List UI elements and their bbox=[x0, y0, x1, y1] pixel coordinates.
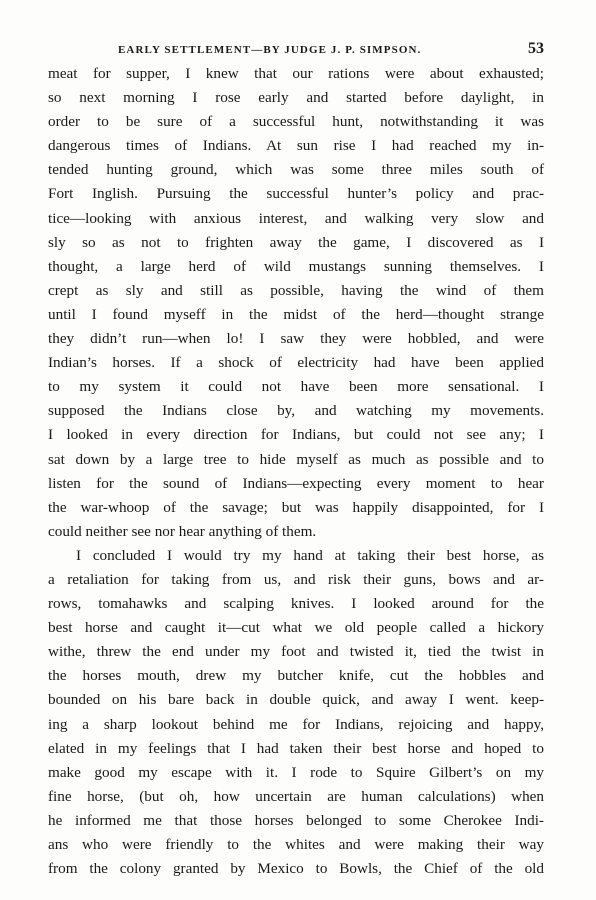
text-line: dangerous times of Indians. At sun rise I had reached my in- bbox=[48, 137, 544, 155]
text-line: the horses mouth, drew my butcher knife, cut the hobbles and bbox=[48, 667, 544, 685]
text-line: rows, tomahawks and scalping knives. I looked around for the bbox=[48, 595, 544, 613]
text-line: withe, threw the end under my foot and twisted it, tied the twist in bbox=[48, 643, 544, 661]
text-line: best horse and caught it—cut what we old people called a hickory bbox=[48, 619, 544, 637]
text-line: order to be sure of a successful hunt, notwithstanding it was bbox=[48, 113, 544, 131]
text-line: so next morning I rose early and started before daylight, in bbox=[48, 89, 544, 107]
text-line: until I found myseff in the midst of the herd—thought strange bbox=[48, 305, 544, 323]
body-text bbox=[48, 62, 544, 881]
text-line: the war-whoop of the savage; but was happily disappointed, for I bbox=[48, 498, 544, 516]
text-line: meat for supper, I knew that our rations were about exhausted; bbox=[48, 65, 544, 82]
text-line: fine horse, (but oh, how uncertain are human calculations) when bbox=[48, 787, 544, 805]
text-line: ing a sharp lookout behind me for Indians, rejoicing and happy, bbox=[48, 715, 544, 733]
text-line: Indian’s horses. If a shock of electricity had have been applied bbox=[48, 354, 544, 372]
text-line: sly so as not to frighten away the game, I discovered as I bbox=[48, 233, 544, 251]
text-line: make good my escape with it. I rode to Squire Gilbert’s on my bbox=[48, 763, 544, 781]
text-line: he informed me that those horses belonged to some Cherokee Indi- bbox=[48, 811, 544, 829]
text-line: tice—looking with anxious interest, and walking very slow and bbox=[48, 209, 544, 227]
text-line: supposed the Indians close by, and watching my movements. bbox=[48, 402, 544, 420]
page-number: 53 bbox=[528, 40, 544, 57]
text-line: I looked in every direction for Indians, but could not see any; I bbox=[48, 426, 544, 444]
text-line: ans who were friendly to the whites and were making their way bbox=[48, 836, 544, 853]
text-line: Fort Inglish. Pursuing the successful hunter’s policy and prac- bbox=[48, 185, 544, 203]
paragraph-first-line: I concluded I would try my hand at taking their best horse, as bbox=[76, 546, 544, 564]
text-line: crept as sly and still as possible, having the wind of them bbox=[48, 281, 544, 299]
text-line: to my system it could not have been more sensational. I bbox=[48, 378, 544, 396]
running-head bbox=[48, 40, 544, 60]
text-line: elated in my feelings that I had taken their best horse and hoped to bbox=[48, 739, 544, 757]
text-line: listen for the sound of Indians—expecting every moment to hear bbox=[48, 474, 544, 492]
text-line: tended hunting ground, which was some three miles south of bbox=[48, 161, 544, 179]
running-title: EARLY SETTLEMENT—BY JUDGE J. P. SIMPSON. bbox=[118, 44, 422, 56]
text-line: they didn’t run—when lo! I saw they were hobbled, and were bbox=[48, 330, 544, 348]
text-line: thought, a large herd of wild mustangs sunning themselves. I bbox=[48, 257, 544, 275]
text-line: a retaliation for taking from us, and risk their guns, bows and ar- bbox=[48, 570, 544, 588]
text-line: bounded on his bare back in double quick, and away I went. keep- bbox=[48, 691, 544, 709]
text-line: could neither see nor hear anything of them. bbox=[48, 522, 317, 540]
text-line: from the colony granted by Mexico to Bowls, the Chief of the old bbox=[48, 860, 544, 878]
text-line: sat down by a large tree to hide myself as much as possible and to bbox=[48, 450, 544, 468]
